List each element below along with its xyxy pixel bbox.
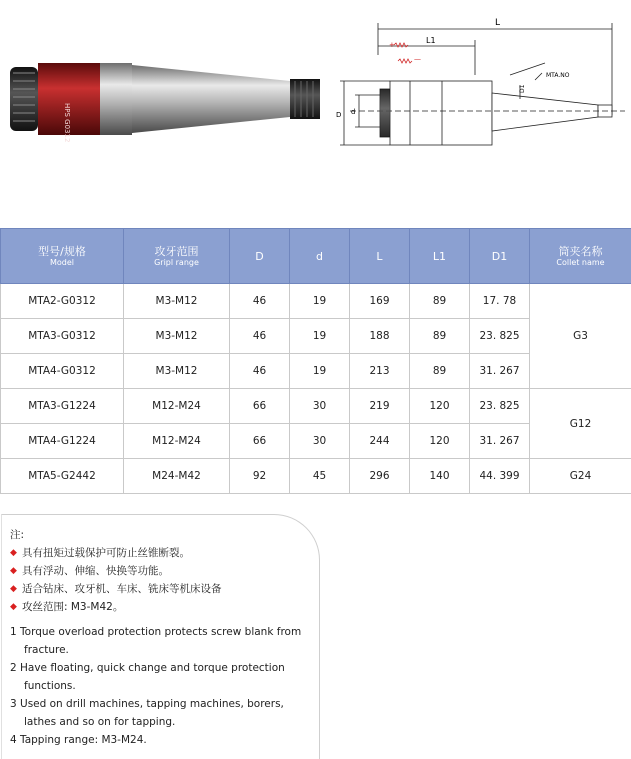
cell-model: MTA2-G0312 xyxy=(1,284,124,319)
note-en-item: 4 Tapping range: M3-M24. xyxy=(10,733,147,746)
cell-collet: G3 xyxy=(530,284,631,389)
cell-L1: 120 xyxy=(410,424,470,459)
notes-section xyxy=(10,526,315,749)
cell-model: MTA5-G2442 xyxy=(1,459,124,494)
cell-D1: 31. 267 xyxy=(470,354,530,389)
label-plus: + xyxy=(389,41,395,49)
header-range: 攻牙范围 Gripl range xyxy=(124,229,230,284)
cell-d: 30 xyxy=(290,389,350,424)
table-row xyxy=(1,459,631,494)
label-L: L xyxy=(495,18,501,28)
cell-collet: G12 xyxy=(530,389,631,459)
table-header-row xyxy=(1,229,631,284)
cell-range: M12-M24 xyxy=(124,389,230,424)
cell-D1: 31. 267 xyxy=(470,424,530,459)
cell-L: 188 xyxy=(350,319,410,354)
cell-range: M3-M12 xyxy=(124,284,230,319)
cell-model: MTA4-G0312 xyxy=(1,354,124,389)
cell-d: 19 xyxy=(290,354,350,389)
cell-range: M3-M12 xyxy=(124,354,230,389)
note-en-item: 1 Torque overload protection protects screw blank from fracture. xyxy=(10,625,302,656)
cell-model: MTA3-G1224 xyxy=(1,389,124,424)
header-L1: L1 xyxy=(410,229,470,284)
header-model: 型号/规格 Model xyxy=(1,229,124,284)
cell-L1: 120 xyxy=(410,389,470,424)
cell-d: 30 xyxy=(290,424,350,459)
diamond-bullet-icon: ◆ xyxy=(10,584,17,595)
cell-model: MTA3-G0312 xyxy=(1,319,124,354)
note-cn-item: ◆ 适合钻床、攻牙机、车床、铣床等机床设备 xyxy=(10,581,315,599)
cell-D: 92 xyxy=(230,459,290,494)
dimension-drawing xyxy=(330,15,631,160)
header-D1: D1 xyxy=(470,229,530,284)
diamond-bullet-icon: ◆ xyxy=(10,548,17,559)
cell-L1: 140 xyxy=(410,459,470,494)
note-cn-item: ◆ 攻丝范围: M3-M42。 xyxy=(10,599,315,617)
cell-D1: 17. 78 xyxy=(470,284,530,319)
cell-model: MTA4-G1224 xyxy=(1,424,124,459)
table-row xyxy=(1,284,631,319)
cell-D: 66 xyxy=(230,389,290,424)
cell-L1: 89 xyxy=(410,284,470,319)
label-mta: MTA.NO xyxy=(546,72,570,79)
tap-holder-photo xyxy=(5,45,330,155)
cell-L1: 89 xyxy=(410,319,470,354)
cell-range: M3-M12 xyxy=(124,319,230,354)
label-minus: — xyxy=(414,55,421,63)
label-D1: D1 xyxy=(519,84,526,93)
cell-L: 213 xyxy=(350,354,410,389)
header-L: L xyxy=(350,229,410,284)
cell-d: 45 xyxy=(290,459,350,494)
label-L1: L1 xyxy=(426,36,436,45)
header-collet: 筒夹名称 Collet name xyxy=(530,229,631,284)
cell-D: 46 xyxy=(230,319,290,354)
cell-D: 46 xyxy=(230,354,290,389)
diamond-bullet-icon: ◆ xyxy=(10,602,17,613)
note-en-item: 3 Used on drill machines, tapping machines, borers, lathes and so on for tapping. xyxy=(10,697,284,728)
cell-collet: G24 xyxy=(530,459,631,494)
cell-L: 244 xyxy=(350,424,410,459)
cell-D1: 44. 399 xyxy=(470,459,530,494)
band-text: HPS G0312 xyxy=(63,103,71,143)
cell-D1: 23. 825 xyxy=(470,389,530,424)
cell-L: 169 xyxy=(350,284,410,319)
label-D: D xyxy=(336,111,342,119)
cell-L1: 89 xyxy=(410,354,470,389)
cell-range: M12-M24 xyxy=(124,424,230,459)
cell-L: 219 xyxy=(350,389,410,424)
note-cn-item: ◆ 具有浮动、伸缩、快换等功能。 xyxy=(10,563,315,581)
header-d: d xyxy=(290,229,350,284)
header-D: D xyxy=(230,229,290,284)
cell-d: 19 xyxy=(290,284,350,319)
table-row xyxy=(1,389,631,424)
note-cn-item: ◆ 具有扭矩过载保护可防止丝锥断裂。 xyxy=(10,545,315,563)
cell-D: 46 xyxy=(230,284,290,319)
label-d: d xyxy=(351,108,356,116)
notes-heading: 注: xyxy=(10,529,25,541)
cell-d: 19 xyxy=(290,319,350,354)
cell-D1: 23. 825 xyxy=(470,319,530,354)
diamond-bullet-icon: ◆ xyxy=(10,566,17,577)
cell-L: 296 xyxy=(350,459,410,494)
note-en-item: 2 Have floating, quick change and torque protection functions. xyxy=(10,661,285,692)
cell-D: 66 xyxy=(230,424,290,459)
cell-range: M24-M42 xyxy=(124,459,230,494)
spec-table xyxy=(0,228,631,494)
